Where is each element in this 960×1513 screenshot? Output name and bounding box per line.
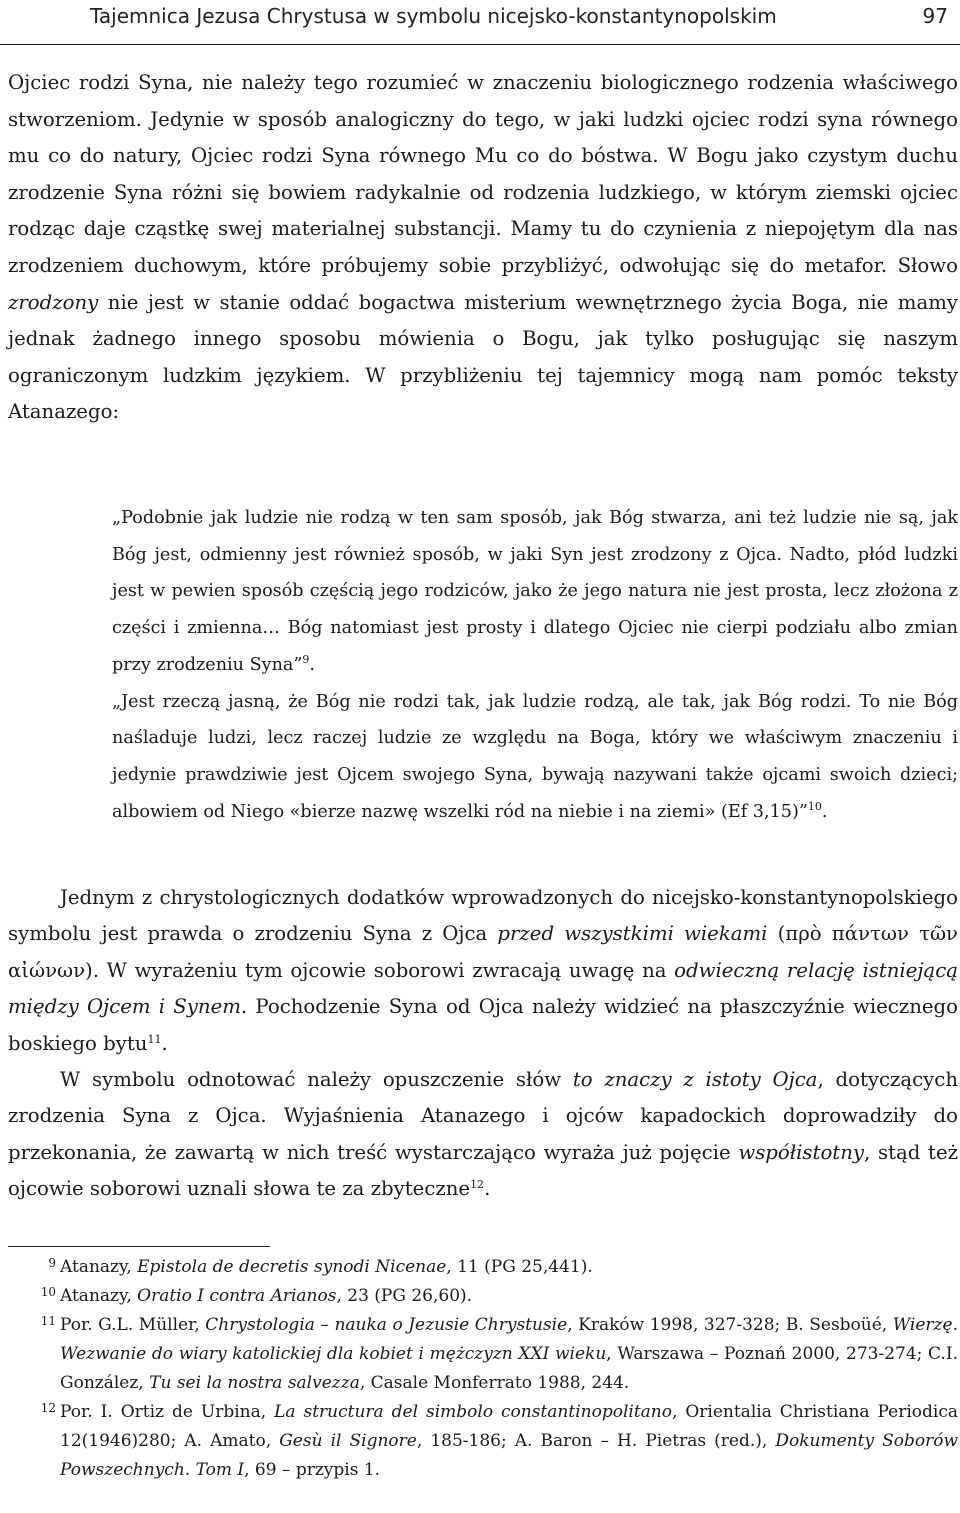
text-run: Por. I. Ortiz de Urbina, bbox=[60, 1402, 275, 1422]
italic-title: Epistola de decretis synodi Nicenae bbox=[137, 1257, 447, 1277]
text-run: Por. G.L. Müller, bbox=[60, 1315, 206, 1335]
footnote-number: 12 bbox=[40, 1401, 56, 1415]
italic-title: Dokumenty Soborów Powszechnych. Tom I bbox=[60, 1431, 959, 1480]
text-run: , dotyczących zrodzenia Syna z Ojca. Wyjaśnienia Atanazego i ojców kapadockich doprowadziły do przekonania, że zawartą w nich treść wystarczająco wyraża już pojęcie bbox=[8, 1068, 958, 1164]
text-run: Ojciec rodzi Syna, nie należy tego rozumieć w znaczeniu biologicznego rodzenia właściwego stworzeniom. Jedynie w sposób analogiczny do tego, w jaki ludzki ojciec rodzi syna równego mu co do natury, Ojciec rodzi Syna równego Mu co do bóstwa. W Bogu jako czystym duchu zrodzenie Syna różni się bowiem radykalnie od rodzenia ludzkiego, w którym ziemski ojciec rodząc daje cząstkę swej materialnej substancji. Mamy tu do czynienia z niepojętym dla nas zrodzeniem duchowym, które próbujemy sobie przybliżyć, odwołując się do metafor. Słowo bbox=[8, 71, 958, 277]
italic-term: to znaczy z istoty Ojca bbox=[572, 1068, 818, 1092]
italic-title: Gesù il Signore bbox=[279, 1431, 417, 1451]
body-section bbox=[8, 880, 958, 1208]
footnote-12 bbox=[8, 1398, 958, 1485]
footnote-divider bbox=[8, 1246, 270, 1247]
running-title: Tajemnica Jezusa Chrystusa w symbolu nicejsko-konstantynopolskim bbox=[90, 4, 777, 28]
footnote-ref: 12 bbox=[470, 1178, 485, 1192]
italic-title: Oratio I contra Arianos bbox=[137, 1286, 337, 1306]
italic-title: Tu sei la nostra salvezza bbox=[149, 1373, 360, 1393]
body-paragraph bbox=[8, 1062, 958, 1208]
text-run: , 69 – przypis 1. bbox=[244, 1460, 381, 1480]
italic-term: współistotny bbox=[738, 1140, 865, 1164]
text-run: . bbox=[821, 801, 828, 822]
block-quote bbox=[112, 500, 958, 830]
footnotes bbox=[8, 1253, 958, 1485]
italic-title: Chrystologia – nauka o Jezusie Chrystusie bbox=[205, 1315, 568, 1335]
page-number: 97 bbox=[922, 4, 948, 28]
footnote-ref: 11 bbox=[147, 1032, 162, 1046]
text-run: . bbox=[161, 1031, 168, 1055]
text-run: , Warszawa – Poznań 2000, 273-274; C.I. González, bbox=[60, 1344, 958, 1393]
text-run: W symbolu odnotować należy opuszczenie słów bbox=[60, 1068, 573, 1092]
text-run: , 185-186; A. Baron – H. Pietras (red.), bbox=[416, 1431, 776, 1451]
body-paragraph bbox=[8, 65, 958, 431]
page-header bbox=[0, 0, 960, 45]
italic-title: Wierzę. Wezwanie do wiary katolickiej dla kobiet i mężczyzn XXI wieku bbox=[60, 1315, 958, 1364]
footnote-number: 10 bbox=[40, 1285, 56, 1299]
greek-phrase: (πρὸ πάντων τῶν αἰώνων) bbox=[8, 922, 958, 982]
footnote-number: 9 bbox=[48, 1256, 56, 1270]
quote-paragraph bbox=[112, 500, 958, 684]
quote-text: „Podobnie jak ludzie nie rodzą w ten sam sposób, jak Bóg stwarza, ani też ludzie nie są, jak Bóg jest, odmienny jest również sposób, w jaki Syn jest zrodzony z Ojca. Nadto, płód ludzki jest w pewien sposób częścią jego rodziców, jako że jego natura nie jest prosta, lecz złożona z części i zmienna… Bóg natomiast jest prosty i dlatego Ojciec nie cierpi podziału albo zmian przy zrodzeniu Syna” bbox=[112, 508, 958, 675]
text-run: . W wyrażeniu tym ojcowie soborowi zwracają uwagę na bbox=[92, 958, 675, 982]
italic-term: przed wszystkimi wiekami bbox=[497, 922, 768, 946]
footnote-11 bbox=[8, 1311, 958, 1398]
footnote-number: 11 bbox=[40, 1314, 56, 1328]
text-run: . bbox=[309, 654, 315, 675]
text-run: nie jest w stanie oddać bogactwa misterium wewnętrznego życia Boga, nie mamy jednak żadnego innego sposobu mówienia o Bogu, jak tylko posługując się naszym ograniczonym ludzkim językiem. W przybliżeniu tej tajemnicy mogą nam pomóc teksty Atanazego: bbox=[8, 290, 958, 424]
quote-paragraph bbox=[112, 684, 958, 831]
footnote-10 bbox=[8, 1282, 958, 1311]
text-run: , Orientalia Christiana Periodica 12(1946)280; A. Amato, bbox=[60, 1402, 958, 1451]
italic-term: zrodzony bbox=[8, 290, 99, 314]
text-run: , Kraków 1998, 327-328; B. Sesboüé, bbox=[567, 1315, 893, 1335]
text-run: , 11 (PG 25,441). bbox=[446, 1257, 593, 1277]
quote-text: „Jest rzeczą jasną, że Bóg nie rodzi tak, jak ludzie rodzą, ale tak, jak Bóg rodzi. To nie Bóg naśladuje ludzi, lecz raczej ludzie ze względu na Boga, który we właściwym znaczeniu i jedynie prawdziwie jest Ojcem swojego Syna, bywają nazywani także ojcami swoich dzieci; albowiem od Niego «bierze nazwę wszelki ród na niebie i na ziemi» (Ef 3,15)” bbox=[112, 691, 958, 822]
text-run: Jednym z chrystologicznych dodatków wprowadzonych do nicejsko-konstantynopolskiego symbolu jest prawda o zrodzeniu Syna z Ojca bbox=[8, 886, 958, 946]
footnote-9 bbox=[8, 1253, 958, 1282]
text-run: , Casale Monferrato 1988, 244. bbox=[359, 1373, 630, 1393]
text-run: . bbox=[484, 1177, 491, 1201]
text-run: , 23 (PG 26,60). bbox=[336, 1286, 473, 1306]
body-paragraph bbox=[8, 880, 958, 1062]
text-run: . Pochodzenie Syna od Ojca należy widzieć na płaszczyźnie wiecznego boskiego bytu bbox=[8, 995, 958, 1055]
text-run: Atanazy, bbox=[60, 1286, 138, 1306]
footnote-ref: 10 bbox=[807, 799, 822, 813]
italic-term: odwieczną relację istniejącą między Ojcem i Synem bbox=[8, 958, 958, 1019]
text-run: Atanazy, bbox=[60, 1257, 138, 1277]
italic-title: La structura del simbolo constantinopolitano bbox=[274, 1402, 672, 1422]
text-run: , stąd też ojcowie soborowi uznali słowa te za zbyteczne bbox=[8, 1140, 958, 1201]
footnote-ref: 9 bbox=[302, 652, 310, 666]
